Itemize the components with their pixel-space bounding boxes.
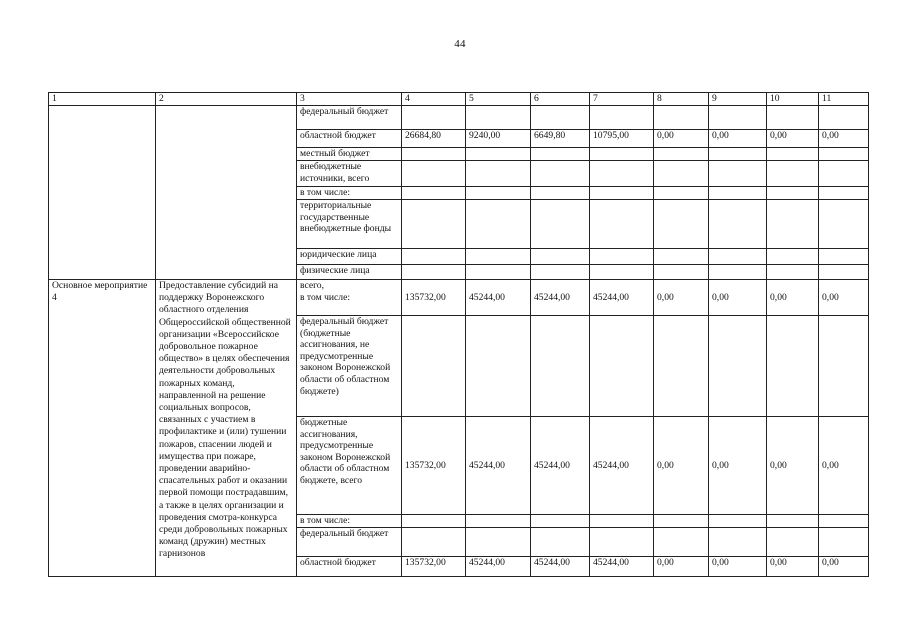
value-cell — [466, 187, 531, 200]
value-cell — [767, 187, 819, 200]
value-cell — [590, 187, 654, 200]
value-cell: 0,00 — [654, 280, 709, 316]
column-header: 10 — [767, 93, 819, 106]
activity-name: Основное мероприятие 4 — [49, 280, 156, 577]
value-cell: 45244,00 — [531, 557, 590, 577]
column-header: 5 — [466, 93, 531, 106]
column-header: 4 — [402, 93, 466, 106]
empty-cell — [156, 106, 297, 280]
row-label: физические лица — [297, 265, 402, 280]
value-cell: 45244,00 — [590, 417, 654, 515]
column-header: 1 — [49, 93, 156, 106]
value-cell — [654, 249, 709, 265]
value-cell — [819, 316, 869, 417]
value-cell: 0,00 — [767, 557, 819, 577]
row-label: в том числе: — [297, 187, 402, 200]
value-cell — [466, 528, 531, 557]
value-cell — [531, 187, 590, 200]
value-cell — [531, 106, 590, 130]
value-cell — [767, 200, 819, 249]
row-label: бюджетные ассигнования, предусмотренные законом Воронежской области об областном бюджете, всего — [297, 417, 402, 515]
table-header-row — [49, 93, 869, 106]
value-cell — [767, 106, 819, 130]
value-cell — [466, 515, 531, 528]
value-cell — [402, 148, 466, 161]
value-cell — [654, 148, 709, 161]
row-label: федеральный бюджет — [297, 528, 402, 557]
value-cell — [531, 200, 590, 249]
column-header: 2 — [156, 93, 297, 106]
budget-table — [48, 92, 869, 577]
value-cell — [819, 515, 869, 528]
value-cell — [819, 265, 869, 280]
value-cell — [767, 249, 819, 265]
value-cell — [654, 187, 709, 200]
value-cell — [402, 528, 466, 557]
row-label: всего, в том числе: — [297, 280, 402, 316]
value-cell — [767, 316, 819, 417]
value-cell: 135732,00 — [402, 280, 466, 316]
value-cell: 0,00 — [767, 417, 819, 515]
column-header: 11 — [819, 93, 869, 106]
value-cell: 26684,80 — [402, 130, 466, 148]
value-cell — [709, 249, 767, 265]
value-cell — [709, 316, 767, 417]
value-cell — [654, 106, 709, 130]
value-cell — [819, 528, 869, 557]
value-cell — [531, 249, 590, 265]
value-cell — [402, 200, 466, 249]
row-label: областной бюджет — [297, 130, 402, 148]
value-cell — [709, 200, 767, 249]
empty-cell — [49, 106, 156, 280]
value-cell — [654, 528, 709, 557]
value-cell — [531, 148, 590, 161]
value-cell: 0,00 — [654, 557, 709, 577]
value-cell — [402, 106, 466, 130]
value-cell: 9240,00 — [466, 130, 531, 148]
row-label: внебюджетные источники, всего — [297, 161, 402, 187]
value-cell — [402, 161, 466, 187]
value-cell — [654, 265, 709, 280]
value-cell — [590, 265, 654, 280]
value-cell: 135732,00 — [402, 417, 466, 515]
value-cell — [466, 200, 531, 249]
table-row — [49, 106, 869, 130]
value-cell — [531, 316, 590, 417]
column-header: 9 — [709, 93, 767, 106]
value-cell: 0,00 — [709, 557, 767, 577]
value-cell: 45244,00 — [466, 417, 531, 515]
value-cell: 6649,80 — [531, 130, 590, 148]
value-cell — [531, 515, 590, 528]
value-cell — [767, 148, 819, 161]
row-label: местный бюджет — [297, 148, 402, 161]
value-cell — [767, 265, 819, 280]
value-cell: 0,00 — [767, 280, 819, 316]
column-header: 8 — [654, 93, 709, 106]
value-cell — [819, 187, 869, 200]
value-cell — [767, 161, 819, 187]
value-cell — [709, 528, 767, 557]
value-cell — [466, 161, 531, 187]
column-header: 7 — [590, 93, 654, 106]
value-cell — [402, 249, 466, 265]
value-cell — [531, 265, 590, 280]
value-cell: 0,00 — [709, 417, 767, 515]
value-cell: 0,00 — [654, 130, 709, 148]
value-cell — [590, 316, 654, 417]
value-cell — [654, 200, 709, 249]
value-cell: 10795,00 — [590, 130, 654, 148]
table-row — [49, 280, 869, 316]
activity-description: Предоставление субсидий на поддержку Воронежского областного отделения Общероссийской общественной организации «Всероссийское добровольное пожарное общество» в целях обеспечения деятельности добровольных пожарных команд, направленной на решение социальных вопросов, связанных с участием в профилактике и (или) тушении пожаров, спасении людей и имущества при пожаре, проведении аварийно-спасательных работ и оказании первой помощи пострадавшим, а также в целях организации и проведения смотра-конкурса среди добровольных пожарных команд (дружин) местных гарнизонов — [156, 280, 297, 577]
value-cell — [402, 187, 466, 200]
value-cell: 0,00 — [709, 130, 767, 148]
value-cell — [709, 515, 767, 528]
value-cell — [709, 187, 767, 200]
row-label: областной бюджет — [297, 557, 402, 577]
value-cell: 0,00 — [767, 130, 819, 148]
value-cell — [466, 148, 531, 161]
value-cell: 0,00 — [709, 280, 767, 316]
value-cell — [590, 106, 654, 130]
value-cell — [590, 249, 654, 265]
value-cell — [767, 515, 819, 528]
value-cell: 0,00 — [654, 417, 709, 515]
value-cell: 45244,00 — [466, 280, 531, 316]
value-cell — [466, 265, 531, 280]
value-cell — [709, 265, 767, 280]
value-cell: 45244,00 — [531, 417, 590, 515]
value-cell — [709, 148, 767, 161]
page-number: 44 — [454, 38, 466, 50]
value-cell — [590, 161, 654, 187]
row-label: в том числе: — [297, 515, 402, 528]
value-cell — [402, 265, 466, 280]
value-cell — [466, 106, 531, 130]
column-header: 3 — [297, 93, 402, 106]
value-cell — [654, 316, 709, 417]
value-cell — [466, 249, 531, 265]
value-cell: 45244,00 — [466, 557, 531, 577]
row-label: территориальные государственные внебюджетные фонды — [297, 200, 402, 249]
value-cell: 0,00 — [819, 417, 869, 515]
value-cell: 45244,00 — [590, 557, 654, 577]
value-cell — [402, 515, 466, 528]
value-cell — [654, 161, 709, 187]
value-cell — [590, 148, 654, 161]
value-cell — [709, 106, 767, 130]
value-cell — [402, 316, 466, 417]
value-cell — [709, 161, 767, 187]
value-cell: 45244,00 — [531, 280, 590, 316]
value-cell — [531, 161, 590, 187]
value-cell — [654, 515, 709, 528]
column-header: 6 — [531, 93, 590, 106]
value-cell — [819, 161, 869, 187]
value-cell — [819, 200, 869, 249]
value-cell: 0,00 — [819, 130, 869, 148]
value-cell: 0,00 — [819, 280, 869, 316]
value-cell: 0,00 — [819, 557, 869, 577]
value-cell: 135732,00 — [402, 557, 466, 577]
value-cell — [819, 249, 869, 265]
value-cell — [466, 316, 531, 417]
value-cell — [590, 528, 654, 557]
value-cell — [531, 528, 590, 557]
value-cell — [590, 200, 654, 249]
value-cell — [819, 148, 869, 161]
row-label: федеральный бюджет — [297, 106, 402, 130]
value-cell — [590, 515, 654, 528]
row-label: юридические лица — [297, 249, 402, 265]
value-cell: 45244,00 — [590, 280, 654, 316]
value-cell — [819, 106, 869, 130]
row-label: федеральный бюджет (бюджетные ассигнования, не предусмотренные законом Воронежской области об областном бюджете) — [297, 316, 402, 417]
value-cell — [767, 528, 819, 557]
